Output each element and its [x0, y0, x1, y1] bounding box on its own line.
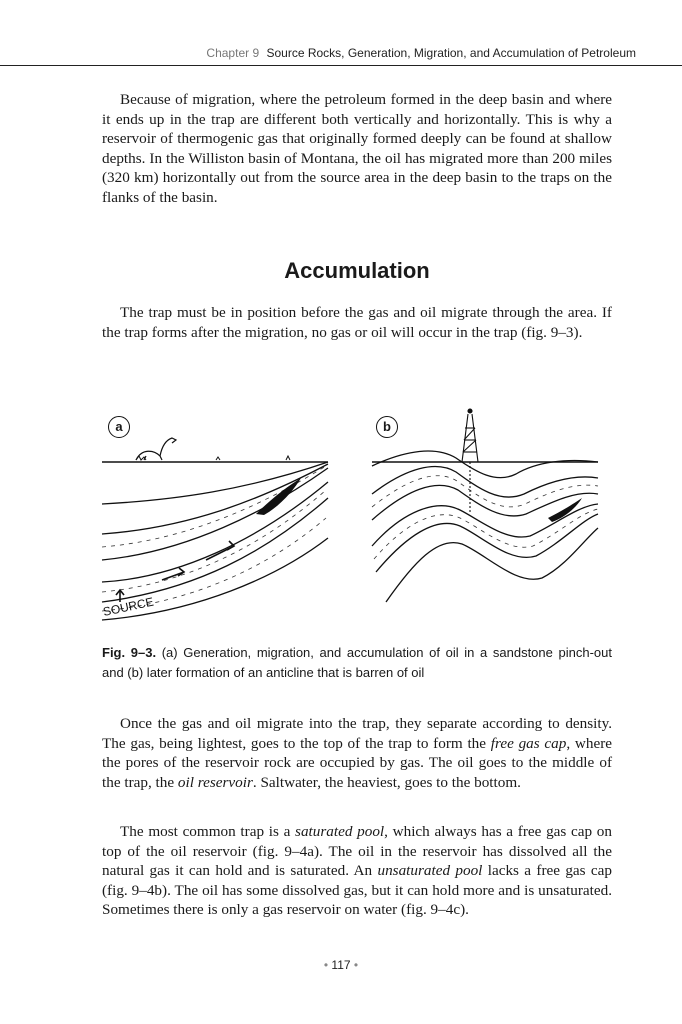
- chapter-title: Source Rocks, Generation, Migration, and Accumulation of Petroleum: [266, 46, 636, 60]
- source-label: SOURCE: [101, 594, 155, 619]
- paragraph-saturated-pool: [102, 822, 612, 920]
- figure-caption: [102, 643, 612, 683]
- figure-drawing: [96, 402, 618, 632]
- caption-text: (a) Generation, migration, and accumulation of oil in a sandstone pinch-out and (b) later formation of an anticline that is barren of oil: [102, 645, 612, 680]
- p3-text-c: . Saltwater, the heaviest, goes to the bottom.: [252, 773, 521, 791]
- caption-number: Fig. 9–3.: [102, 645, 157, 660]
- section-title: Accumulation: [284, 258, 430, 283]
- term-unsaturated-pool: unsaturated pool: [377, 862, 483, 879]
- folio-dot-left: •: [323, 958, 329, 972]
- chapter-label: Chapter 9: [206, 46, 260, 60]
- running-head: [0, 46, 636, 66]
- p4-text-c: lacks a free gas cap (fig. 9–4b). The oil has some dissolved gas, but it can hold more and is unsaturated. Sometimes there is only a gas reservoir on water (fig. 9–4c).: [102, 862, 612, 918]
- term-oil-reservoir: oil reservoir: [177, 773, 253, 791]
- figure-label-a: a: [108, 416, 130, 438]
- p4-text-b: , which always has a free gas cap on top of the oil reservoir (fig. 9–4a). The oil in the reservoir has dissolved all the natural gas it can hold and is saturated. An: [102, 823, 612, 879]
- figure-9-3: [96, 402, 618, 632]
- panel-a-oil-accumulation: [256, 478, 301, 515]
- paragraph-separation: [102, 714, 612, 792]
- paragraph-trap-timing: The trap must be in position before the gas and oil migrate through the area. If the trap forms after the migration, no gas or oil will occur in the trap (fig. 9–3).: [102, 304, 612, 341]
- header-rule: [0, 65, 682, 66]
- page-number: [0, 958, 682, 972]
- page-number-value: 117: [331, 958, 351, 972]
- paragraph-migration: Because of migration, where the petroleum formed in the deep basin and where it ends up in the trap are different both vertically and horizontally. This is why a reservoir of thermogenic gas that originally formed deeply can be found at shallow depths. In the Williston basin of Montana, the oil has migrated more than 200 miles (320 km) horizontally out from the source area in the deep basin to the traps on the flanks of the basin.: [102, 91, 612, 206]
- panel-a-migration-arrows: [116, 541, 234, 602]
- p4-text-a: The most common trap is a: [120, 823, 296, 840]
- term-free-gas-cap: free gas cap: [490, 734, 567, 752]
- dinosaur-icon: [136, 438, 176, 460]
- p3-text-b: , where the pores of the reservoir rock are occupied by gas. The oil goes to the middle of the trap, the: [102, 734, 612, 791]
- term-saturated-pool: saturated pool: [295, 823, 385, 840]
- figure-label-b: b: [376, 416, 398, 438]
- folio-dot-right: •: [353, 958, 359, 972]
- surface-vegetation-a: [136, 456, 290, 460]
- p3-text-a: Once the gas and oil migrate into the trap, they separate according to density. The gas, being lightest, goes to the top of the trap to form the: [102, 715, 612, 752]
- panel-b-strata: [372, 451, 598, 602]
